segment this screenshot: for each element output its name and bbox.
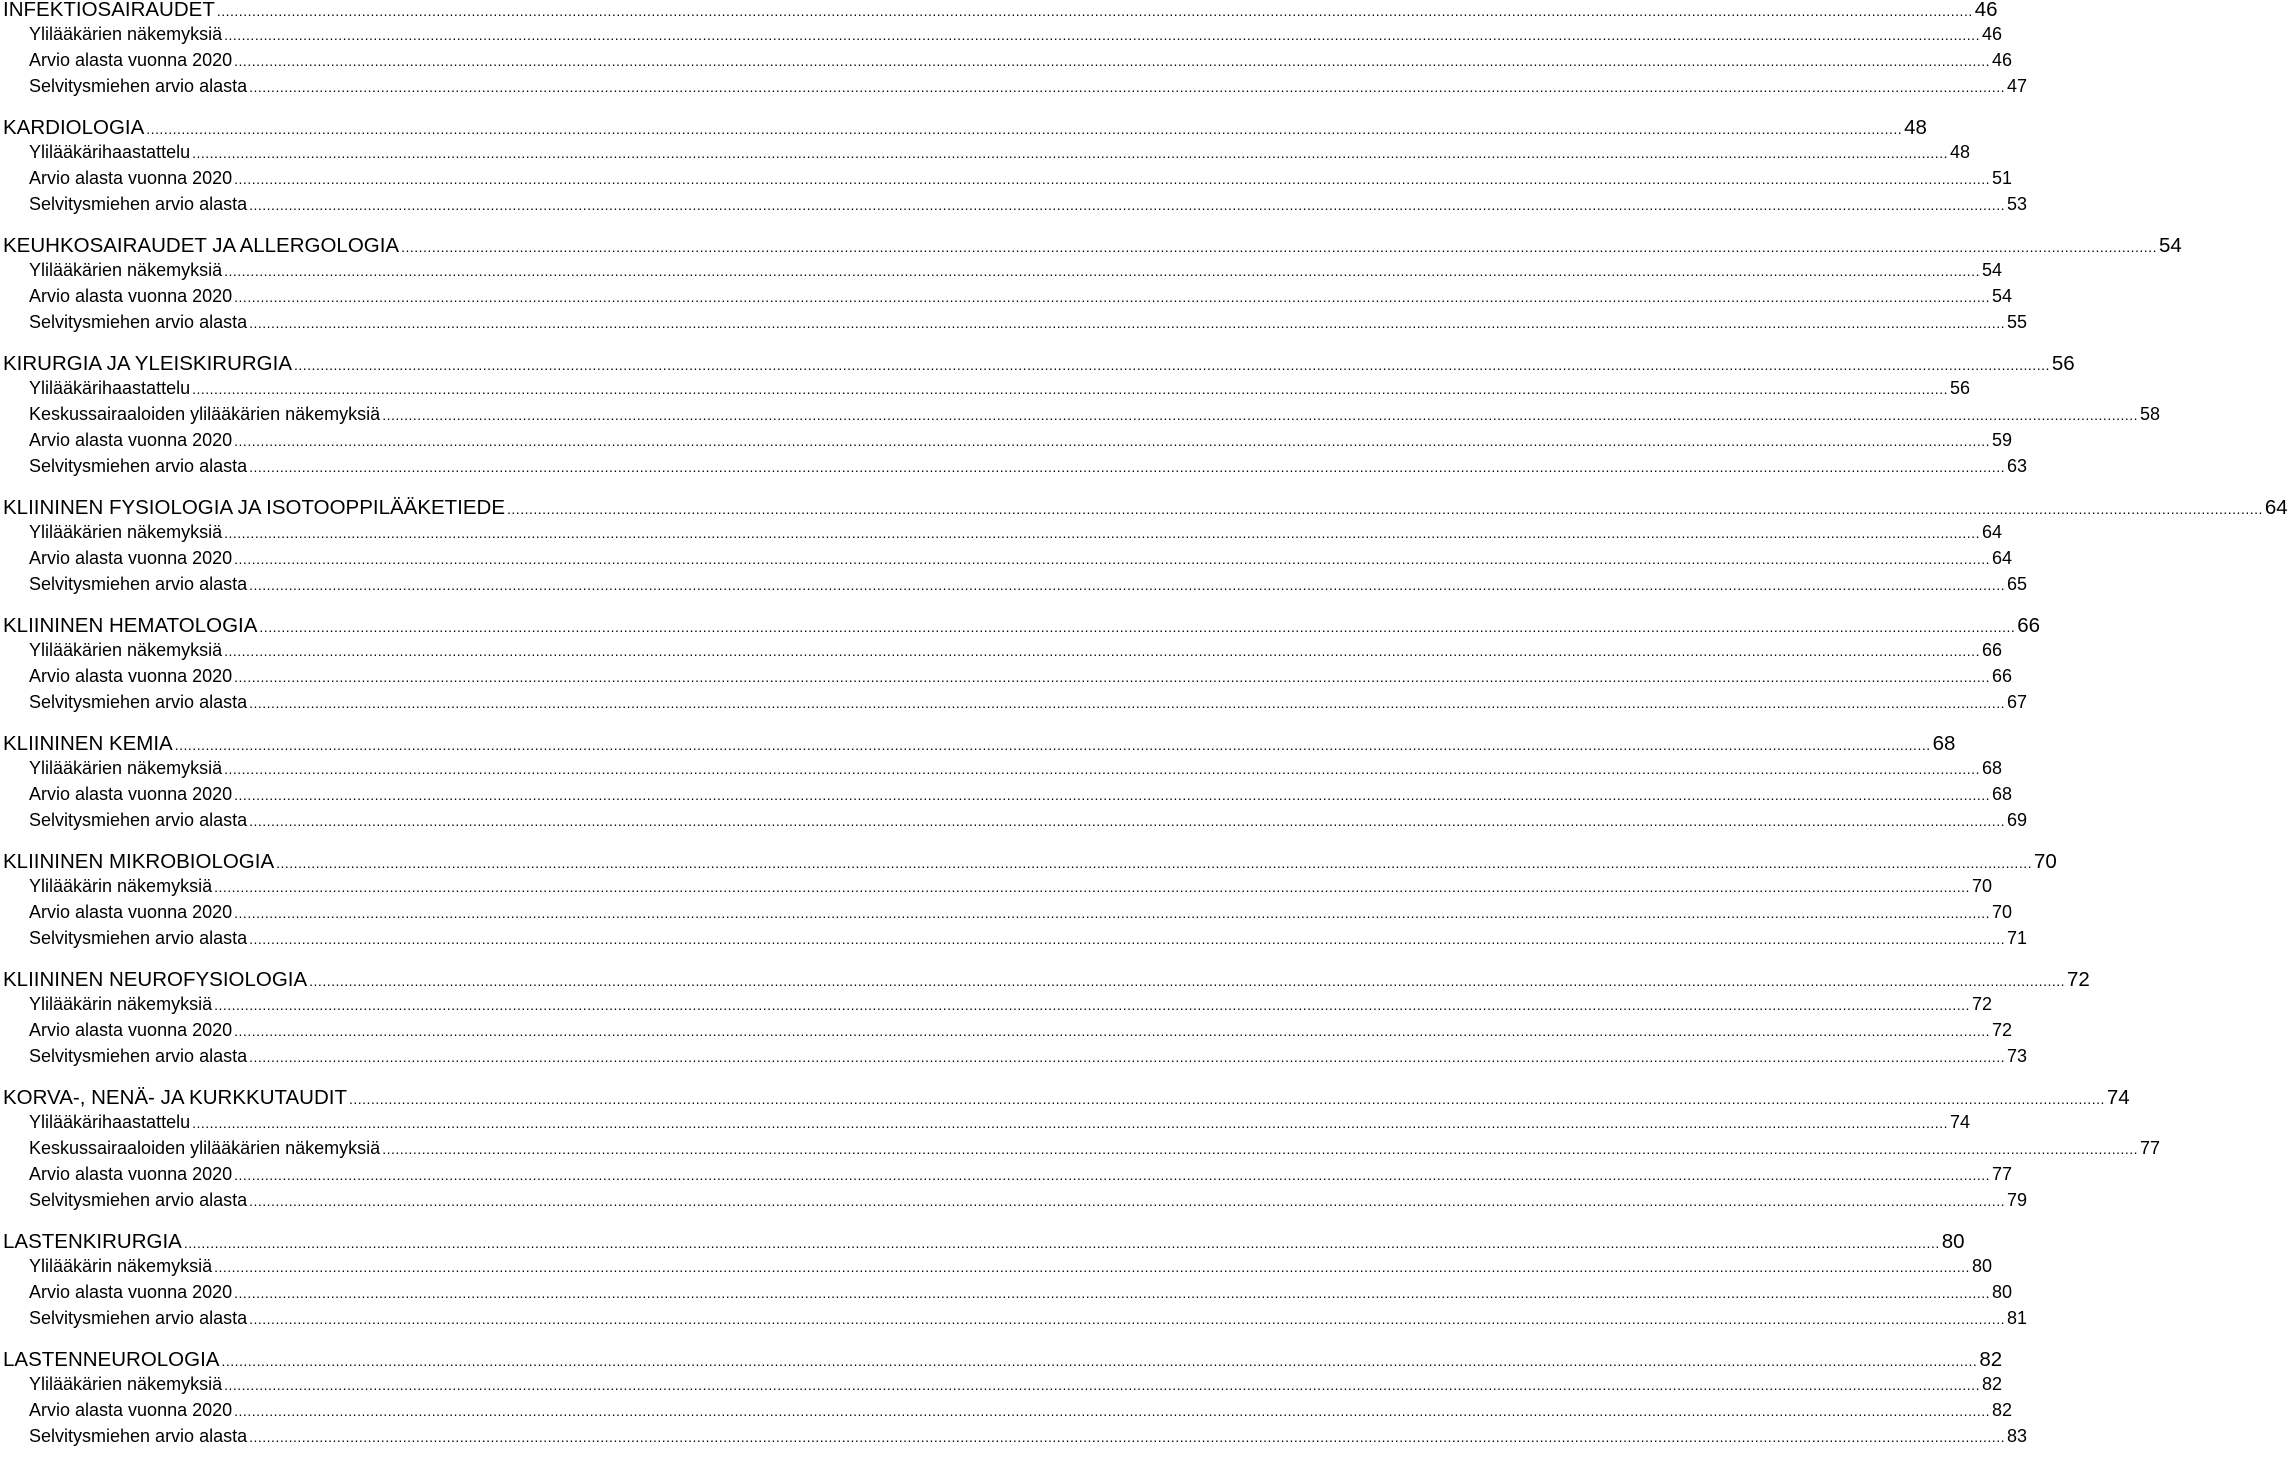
section-title: LASTENKIRURGIA <box>3 1230 182 1253</box>
toc-entry[interactable] <box>0 994 1992 1020</box>
entry-label: Selvitysmiehen arvio alasta <box>29 194 248 214</box>
page-number: 70 <box>1971 876 1992 896</box>
section-title: LASTENNEUROLOGIA <box>3 1348 220 1371</box>
toc-entry[interactable] <box>0 260 2002 286</box>
page-number: 54 <box>1981 260 2002 280</box>
toc-entry[interactable] <box>0 640 2002 666</box>
page-number: 46 <box>1981 24 2002 44</box>
dot-leader: ................................................................................................................................................................................................................................................................................................................................................................................................................ <box>192 145 1948 161</box>
entry-label: Arvio alasta vuonna 2020 <box>29 1164 233 1184</box>
entry-label: Selvitysmiehen arvio alasta <box>29 76 248 96</box>
entry-label: Selvitysmiehen arvio alasta <box>29 810 248 830</box>
entry-label: Arvio alasta vuonna 2020 <box>29 286 233 306</box>
toc-entry[interactable] <box>0 1190 2027 1216</box>
dot-leader: ................................................................................................................................................................................................................................................................................................................................................................................................................ <box>234 1285 1991 1301</box>
entry-label: Ylilääkärien näkemyksiä <box>29 640 223 660</box>
entry-label: Keskussairaaloiden ylilääkärien näkemyksiä <box>29 1138 381 1158</box>
section-heading[interactable] <box>0 1230 1965 1258</box>
section-title: KLIININEN FYSIOLOGIA JA ISOTOOPPILÄÄKETIEDE <box>3 496 506 519</box>
page-number: 82 <box>1992 1400 2013 1420</box>
entry-label: Ylilääkärien näkemyksiä <box>29 522 223 542</box>
page-number: 66 <box>1981 640 2002 660</box>
dot-leader: ................................................................................................................................................................................................................................................................................................................................................................................................................ <box>234 433 1991 449</box>
page-number: 51 <box>1992 168 2013 188</box>
entry-label: Arvio alasta vuonna 2020 <box>29 902 233 922</box>
page-number: 53 <box>2006 194 2027 214</box>
dot-leader: ................................................................................................................................................................................................................................................................................................................................................................................................................ <box>234 289 1991 305</box>
entry-label: Arvio alasta vuonna 2020 <box>29 784 233 804</box>
dot-leader: ................................................................................................................................................................................................................................................................................................................................................................................................................ <box>234 787 1991 803</box>
dot-leader: ................................................................................................................................................................................................................................................................................................................................................................................................................ <box>224 263 1980 279</box>
dot-leader: ................................................................................................................................................................................................................................................................................................................................................................................................................ <box>249 1311 2005 1327</box>
toc-entry[interactable] <box>0 168 2013 194</box>
toc-entry[interactable] <box>0 522 2002 548</box>
page-number: 74 <box>1949 1112 1970 1132</box>
toc-entry[interactable] <box>0 692 2027 718</box>
toc-entry[interactable] <box>0 1308 2027 1334</box>
dot-leader: ................................................................................................................................................................................................................................................................................................................................................................................................................ <box>224 761 1980 777</box>
entry-label: Arvio alasta vuonna 2020 <box>29 1020 233 1040</box>
dot-leader: ................................................................................................................................................................................................................................................................................................................................................................................................................ <box>382 1141 2139 1157</box>
entry-label: Selvitysmiehen arvio alasta <box>29 1426 248 1446</box>
dot-leader: ................................................................................................................................................................................................................................................................................................................................................................................................................ <box>249 197 2005 213</box>
dot-leader: ................................................................................................................................................................................................................................................................................................................................................................................................................ <box>401 239 2157 255</box>
toc-entry[interactable] <box>0 404 2161 430</box>
toc-entry[interactable] <box>0 1374 2002 1400</box>
entry-label: Ylilääkärin näkemyksiä <box>29 1256 213 1276</box>
page-number: 72 <box>2067 968 2090 991</box>
section-heading[interactable] <box>0 850 2057 878</box>
toc-entry[interactable] <box>0 1256 1992 1282</box>
dot-leader: ................................................................................................................................................................................................................................................................................................................................................................................................................ <box>192 1115 1948 1131</box>
dot-leader: ................................................................................................................................................................................................................................................................................................................................................................................................................ <box>294 357 2050 373</box>
toc-entry[interactable] <box>0 1282 2013 1308</box>
page-number: 48 <box>1904 116 1927 139</box>
entry-label: Selvitysmiehen arvio alasta <box>29 456 248 476</box>
dot-leader: ................................................................................................................................................................................................................................................................................................................................................................................................................ <box>249 315 2005 331</box>
toc-entry[interactable] <box>0 902 2013 928</box>
entry-label: Arvio alasta vuonna 2020 <box>29 50 233 70</box>
section-heading[interactable] <box>0 0 1998 26</box>
toc-entry[interactable] <box>0 430 2013 456</box>
entry-label: Ylilääkärien näkemyksiä <box>29 758 223 778</box>
entry-label: Ylilääkärin näkemyksiä <box>29 876 213 896</box>
page-number: 54 <box>1992 286 2013 306</box>
section-heading[interactable] <box>0 968 2090 996</box>
page-number: 73 <box>2006 1046 2027 1066</box>
section-heading[interactable] <box>0 352 2075 380</box>
entry-label: Ylilääkärin näkemyksiä <box>29 994 213 1014</box>
page-number: 70 <box>1992 902 2013 922</box>
page-number: 55 <box>2006 312 2027 332</box>
toc-entry[interactable] <box>0 810 2027 836</box>
entry-label: Ylilääkärihaastattelu <box>29 1112 191 1132</box>
dot-leader: ................................................................................................................................................................................................................................................................................................................................................................................................................ <box>234 1167 1991 1183</box>
section-heading[interactable] <box>0 234 2182 262</box>
toc-entry[interactable] <box>0 76 2027 102</box>
section-heading[interactable] <box>0 732 1956 760</box>
entry-label: Ylilääkärihaastattelu <box>29 378 191 398</box>
page-number: 80 <box>1971 1256 1992 1276</box>
dot-leader: ................................................................................................................................................................................................................................................................................................................................................................................................................ <box>234 1023 1991 1039</box>
section-title: KEUHKOSAIRAUDET JA ALLERGOLOGIA <box>3 234 400 257</box>
section-heading[interactable] <box>0 116 1927 144</box>
dot-leader: ................................................................................................................................................................................................................................................................................................................................................................................................................ <box>259 619 2016 635</box>
page-number: 46 <box>1974 0 1998 21</box>
page-number: 67 <box>2006 692 2027 712</box>
toc-entry[interactable] <box>0 456 2027 482</box>
toc-entry[interactable] <box>0 194 2027 220</box>
entry-label: Arvio alasta vuonna 2020 <box>29 430 233 450</box>
entry-label: Ylilääkärihaastattelu <box>29 142 191 162</box>
toc-entry[interactable] <box>0 1138 2161 1164</box>
page-number: 80 <box>1941 1230 1965 1253</box>
dot-leader: ................................................................................................................................................................................................................................................................................................................................................................................................................ <box>224 27 1980 43</box>
section-title: KLIININEN NEUROFYSIOLOGIA <box>3 968 308 991</box>
page-number: 77 <box>2140 1138 2161 1158</box>
dot-leader: ................................................................................................................................................................................................................................................................................................................................................................................................................ <box>249 1429 2005 1445</box>
section-title: KORVA-, NENÄ- JA KURKKUTAUDIT <box>3 1086 347 1109</box>
entry-label: Selvitysmiehen arvio alasta <box>29 1190 248 1210</box>
page-number: 69 <box>2006 810 2027 830</box>
page-number: 58 <box>2140 404 2161 424</box>
entry-label: Arvio alasta vuonna 2020 <box>29 548 233 568</box>
toc-entry[interactable] <box>0 928 2027 954</box>
toc-entry[interactable] <box>0 142 1970 168</box>
page-number: 66 <box>1992 666 2013 686</box>
dot-leader: ................................................................................................................................................................................................................................................................................................................................................................................................................ <box>234 171 1991 187</box>
section-title: KLIININEN KEMIA <box>3 732 173 755</box>
dot-leader: ................................................................................................................................................................................................................................................................................................................................................................................................................ <box>249 1193 2005 1209</box>
page-number: 56 <box>2051 352 2075 375</box>
dot-leader: ................................................................................................................................................................................................................................................................................................................................................................................................................ <box>249 813 2005 829</box>
dot-leader: ................................................................................................................................................................................................................................................................................................................................................................................................................ <box>234 1403 1991 1419</box>
dot-leader: ................................................................................................................................................................................................................................................................................................................................................................................................................ <box>249 79 2005 95</box>
toc-entry[interactable] <box>0 1112 1970 1138</box>
section-title: KLIININEN HEMATOLOGIA <box>3 614 258 637</box>
dot-leader: ................................................................................................................................................................................................................................................................................................................................................................................................................ <box>216 3 1973 19</box>
page-number: 47 <box>2006 76 2027 96</box>
page-number: 72 <box>1971 994 1992 1014</box>
dot-leader: ................................................................................................................................................................................................................................................................................................................................................................................................................ <box>183 1235 1940 1251</box>
page-number: 68 <box>1981 758 2002 778</box>
dot-leader: ................................................................................................................................................................................................................................................................................................................................................................................................................ <box>507 501 2263 517</box>
dot-leader: ................................................................................................................................................................................................................................................................................................................................................................................................................ <box>214 997 1970 1013</box>
section-title: KIRURGIA JA YLEISKIRURGIA <box>3 352 292 375</box>
page-number: 66 <box>2017 614 2041 637</box>
page-number: 63 <box>2006 456 2027 476</box>
toc-entry[interactable] <box>0 24 2002 50</box>
page-number: 82 <box>1979 1348 2003 1371</box>
page-number: 46 <box>1992 50 2013 70</box>
entry-label: Selvitysmiehen arvio alasta <box>29 574 248 594</box>
page-number: 64 <box>1981 522 2002 542</box>
dot-leader: ................................................................................................................................................................................................................................................................................................................................................................................................................ <box>349 1091 2105 1107</box>
dot-leader: ................................................................................................................................................................................................................................................................................................................................................................................................................ <box>192 381 1948 397</box>
toc-entry[interactable] <box>0 1426 2027 1452</box>
dot-leader: ................................................................................................................................................................................................................................................................................................................................................................................................................ <box>249 1049 2005 1065</box>
dot-leader: ................................................................................................................................................................................................................................................................................................................................................................................................................ <box>234 905 1991 921</box>
toc-entry[interactable] <box>0 876 1992 902</box>
dot-leader: ................................................................................................................................................................................................................................................................................................................................................................................................................ <box>234 551 1991 567</box>
entry-label: Selvitysmiehen arvio alasta <box>29 1046 248 1066</box>
page-number: 80 <box>1992 1282 2013 1302</box>
entry-label: Ylilääkärien näkemyksiä <box>29 24 223 44</box>
entry-label: Selvitysmiehen arvio alasta <box>29 928 248 948</box>
toc-entry[interactable] <box>0 1400 2013 1426</box>
page-number: 56 <box>1949 378 1970 398</box>
page-number: 77 <box>1992 1164 2013 1184</box>
section-heading[interactable] <box>0 496 2288 524</box>
toc-entry[interactable] <box>0 1046 2027 1072</box>
page-number: 64 <box>2264 496 2288 519</box>
toc-entry[interactable] <box>0 574 2027 600</box>
page-number: 74 <box>2106 1086 2130 1109</box>
page-number: 79 <box>2006 1190 2027 1210</box>
dot-leader: ................................................................................................................................................................................................................................................................................................................................................................................................................ <box>382 407 2139 423</box>
entry-label: Selvitysmiehen arvio alasta <box>29 312 248 332</box>
toc-entry[interactable] <box>0 758 2002 784</box>
dot-leader: ................................................................................................................................................................................................................................................................................................................................................................................................................ <box>249 931 2005 947</box>
entry-label: Selvitysmiehen arvio alasta <box>29 1308 248 1328</box>
dot-leader: ................................................................................................................................................................................................................................................................................................................................................................................................................ <box>309 973 2066 989</box>
toc-entry[interactable] <box>0 548 2013 574</box>
dot-leader: ................................................................................................................................................................................................................................................................................................................................................................................................................ <box>224 525 1980 541</box>
page-number: 64 <box>1992 548 2013 568</box>
page-number: 48 <box>1949 142 1970 162</box>
dot-leader: ................................................................................................................................................................................................................................................................................................................................................................................................................ <box>249 577 2005 593</box>
dot-leader: ................................................................................................................................................................................................................................................................................................................................................................................................................ <box>214 1259 1970 1275</box>
page-number: 68 <box>1932 732 1956 755</box>
page-number: 71 <box>2006 928 2027 948</box>
entry-label: Arvio alasta vuonna 2020 <box>29 168 233 188</box>
page-number: 82 <box>1981 1374 2002 1394</box>
dot-leader: ................................................................................................................................................................................................................................................................................................................................................................................................................ <box>234 53 1991 69</box>
page-number: 83 <box>2006 1426 2027 1446</box>
entry-label: Arvio alasta vuonna 2020 <box>29 1400 233 1420</box>
section-title: INFEKTIOSAIRAUDET <box>3 0 215 21</box>
toc-entry[interactable] <box>0 50 2013 76</box>
page-number: 68 <box>1992 784 2013 804</box>
dot-leader: ................................................................................................................................................................................................................................................................................................................................................................................................................ <box>276 855 2032 871</box>
page-number: 70 <box>2033 850 2057 873</box>
dot-leader: ................................................................................................................................................................................................................................................................................................................................................................................................................ <box>224 1377 1980 1393</box>
toc-entry[interactable] <box>0 312 2027 338</box>
section-heading[interactable] <box>0 1086 2130 1114</box>
toc-entry[interactable] <box>0 286 2013 312</box>
dot-leader: ................................................................................................................................................................................................................................................................................................................................................................................................................ <box>146 121 1903 137</box>
entry-label: Keskussairaaloiden ylilääkärien näkemyksiä <box>29 404 381 424</box>
toc-entry[interactable] <box>0 1020 2013 1046</box>
page-number: 72 <box>1992 1020 2013 1040</box>
page-number: 59 <box>1992 430 2013 450</box>
section-heading[interactable] <box>0 1348 2003 1376</box>
dot-leader: ................................................................................................................................................................................................................................................................................................................................................................................................................ <box>249 695 2005 711</box>
section-heading[interactable] <box>0 614 2041 642</box>
page-number: 81 <box>2006 1308 2027 1328</box>
dot-leader: ................................................................................................................................................................................................................................................................................................................................................................................................................ <box>249 459 2005 475</box>
entry-label: Arvio alasta vuonna 2020 <box>29 666 233 686</box>
toc-entry[interactable] <box>0 1164 2013 1190</box>
page-number: 54 <box>2158 234 2182 257</box>
dot-leader: ................................................................................................................................................................................................................................................................................................................................................................................................................ <box>174 737 1931 753</box>
section-title: KLIININEN MIKROBIOLOGIA <box>3 850 275 873</box>
dot-leader: ................................................................................................................................................................................................................................................................................................................................................................................................................ <box>234 669 1991 685</box>
toc-entry[interactable] <box>0 784 2013 810</box>
page-number: 65 <box>2006 574 2027 594</box>
dot-leader: ................................................................................................................................................................................................................................................................................................................................................................................................................ <box>221 1353 1978 1369</box>
toc-entry[interactable] <box>0 378 1970 404</box>
section-title: KARDIOLOGIA <box>3 116 145 139</box>
entry-label: Arvio alasta vuonna 2020 <box>29 1282 233 1302</box>
toc-entry[interactable] <box>0 666 2013 692</box>
entry-label: Selvitysmiehen arvio alasta <box>29 692 248 712</box>
dot-leader: ................................................................................................................................................................................................................................................................................................................................................................................................................ <box>224 643 1980 659</box>
dot-leader: ................................................................................................................................................................................................................................................................................................................................................................................................................ <box>214 879 1970 895</box>
entry-label: Ylilääkärien näkemyksiä <box>29 1374 223 1394</box>
entry-label: Ylilääkärien näkemyksiä <box>29 260 223 280</box>
